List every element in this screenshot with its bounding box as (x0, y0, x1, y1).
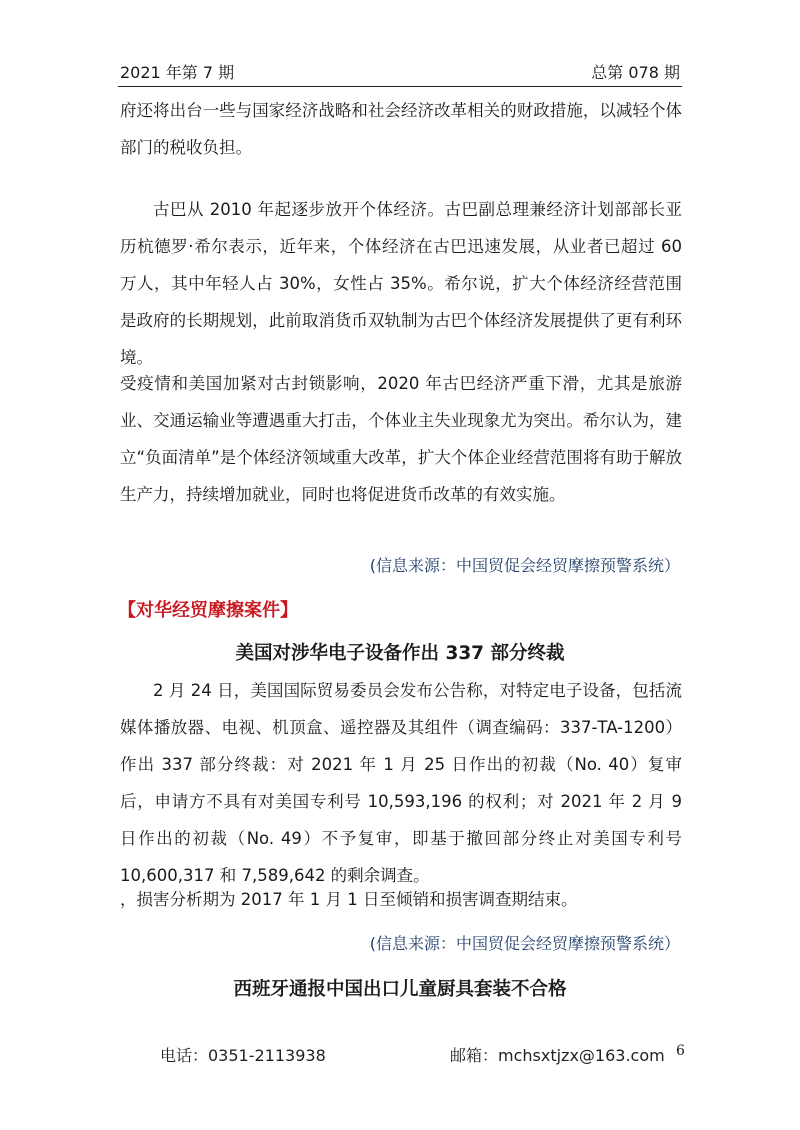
article-title: 西班牙通报中国出口儿童厨具套装不合格 (233, 979, 567, 1000)
section-tag: 【对华经贸摩擦案件】 (118, 600, 298, 621)
footer-email: 邮箱：mchsxtjzx@163.com (450, 1046, 665, 1065)
footer-phone: 电话：0351-2113938 (160, 1046, 326, 1065)
source-citation: (信息来源：中国贸促会经贸摩擦预警系统） (369, 556, 680, 575)
total-issue-number: 总第 078 期 (591, 63, 680, 82)
paragraph-cuba-private-economy: 古巴从 2010 年起逐步放开个体经济。古巴副总理兼经济计划部部长亚历杭德罗·希尔表示，近年来，个体经济在古巴迅速发展，从业者已超过 60 万人，其中年轻人占 30%，女性占 35%。希尔说，扩大个体经济经营范围是政府的长期规划，此前取消货币双轨制为古巴个体经济发展提供了更有利环境。 (120, 200, 682, 367)
paragraph-pandemic-impact: 受疫情和美国加紧对古封锁影响，2020 年古巴经济严重下滑，尤其是旅游业、交通运输业等遭遇重大打击，个体业主失业现象尤为突出。希尔认为，建立“负面清单”是个体经济领域重大改革，扩大个体企业经营范围将有助于解放生产力，持续增加就业，同时也将促进货币改革的有效实施。 (120, 374, 682, 504)
issue-number: 2021 年第 7 期 (120, 63, 235, 82)
article-title: 美国对涉华电子设备作出 337 部分终裁 (235, 643, 565, 664)
article-body: 2 月 24 日，美国国际贸易委员会发布公告称，对特定电子设备，包括流媒体播放器、电视、机顶盒、遥控器及其组件（调查编码：337-TA-1200）作出 337 部分终裁：对 2021 年 1 月 25 日作出的初裁（No. 40）复审后，申请方不具有对美国专利号 10,593,196 的权利；对 2021 年 2 月 9 日作出的初裁（No. 49）不予复审，即基于撤回部分终止对美国专利号 10,600,317 和 7,589,642 的剩余调查。 (120, 681, 682, 885)
paragraph-continued: 府还将出台一些与国家经济战略和社会经济改革相关的财政措施，以减轻个体部门的税收负担。 (120, 101, 682, 157)
header-divider (118, 86, 682, 87)
article-note: ，损害分析期为 2017 年 1 月 1 日至倾销和损害调查期结束。 (120, 890, 578, 909)
page-number: 6 (676, 1043, 685, 1059)
source-citation: (信息来源：中国贸促会经贸摩擦预警系统） (369, 934, 680, 953)
